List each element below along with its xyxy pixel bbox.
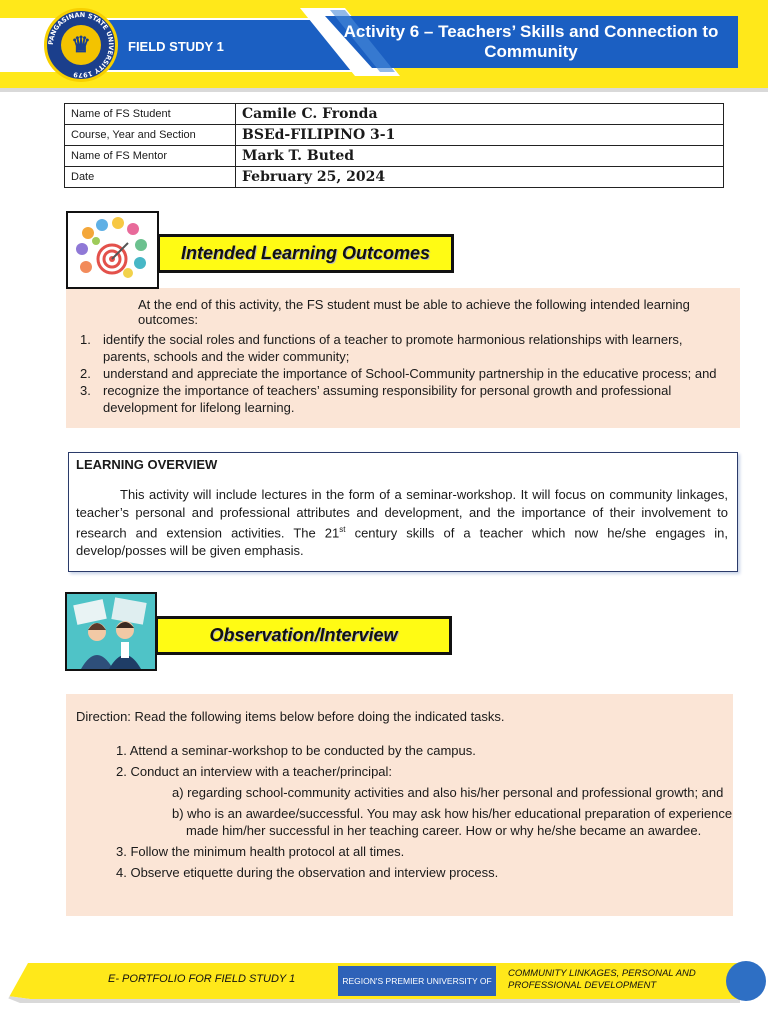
learning-overview-text — [76, 486, 728, 559]
footer-circle-decoration — [726, 961, 766, 1001]
list-number: 3. — [80, 383, 91, 398]
footer-portfolio-label: E- PORTFOLIO FOR FIELD STUDY 1 — [108, 973, 296, 985]
course-label: FIELD STUDY 1 — [128, 39, 224, 54]
table-row — [65, 125, 724, 146]
university-seal-icon: ♛ — [44, 8, 118, 82]
student-name-label: Name of FS Student — [65, 104, 236, 125]
table-row — [65, 104, 724, 125]
task-sub-b-line2: made him/her successful in her teaching career. How or why he/she became an awardee. — [186, 823, 702, 838]
overview-text-part2: century skills of a teacher which now he/she engages in, develop/posses will be given emphasis. — [76, 525, 728, 558]
interview-people-icon — [65, 592, 157, 671]
ilo-title-banner: Intended Learning Outcomes — [157, 234, 454, 273]
student-name-value: Camile C. Fronda — [236, 104, 724, 125]
ilo-lead-text: At the end of this activity, the FS student must be able to achieve the following intended learning outcomes: — [138, 297, 690, 327]
table-row — [65, 146, 724, 167]
list-item-text: recognize the importance of teachers’ assuming responsibility for personal growth and professional development for lifelong learning. — [103, 383, 672, 415]
task-sub-b-line1: b) who is an awardee/successful. You may ask how his/her educational preparation of experience — [172, 806, 733, 821]
list-number: 2. — [80, 366, 91, 381]
observation-title-banner: Observation/Interview — [155, 616, 452, 655]
list-item-text: understand and appreciate the importance of School-Community partnership in the educative process; and — [103, 366, 717, 381]
task-item-3: 3. Follow the minimum health protocol at all times. — [116, 844, 405, 859]
task-sub-a: a) regarding school-community activities and also his/her personal and professional growth; and — [172, 785, 724, 800]
overview-text-part1: This activity will include lectures in the form of a seminar-workshop. It will focus on community linkages, teacher’s personal and professional attributes and development, and the importance of their involvement to research and extension activities. The 21 — [76, 487, 728, 541]
date-label: Date — [65, 167, 236, 188]
mentor-name-value: Mark T. Buted — [236, 146, 724, 167]
student-info-table — [64, 103, 724, 188]
table-row — [65, 167, 724, 188]
svg-text:PANGASINAN STATE UNIVERSITY 19: PANGASINAN STATE UNIVERSITY 1979 — [46, 10, 116, 80]
list-item — [80, 382, 730, 416]
task-item-4: 4. Observe etiquette during the observation and interview process. — [116, 865, 499, 880]
list-number: 1. — [80, 332, 91, 347]
mentor-name-label: Name of FS Mentor — [65, 146, 236, 167]
overview-superscript: st — [339, 525, 346, 534]
footer-topic-label: COMMUNITY LINKAGES, PERSONAL AND PROFESSIONAL DEVELOPMENT — [508, 968, 696, 991]
list-item — [80, 331, 730, 365]
date-value: February 25, 2024 — [236, 167, 724, 188]
list-item — [80, 365, 730, 382]
seal-text-ring — [44, 8, 118, 82]
list-item-text: identify the social roles and functions of a teacher to promote harmonious relationships with learners, parents, schools and the wider community; — [103, 332, 683, 364]
task-item-1: 1. Attend a seminar-workshop to be conducted by the campus. — [116, 743, 476, 758]
footer-university-tagline: REGION'S PREMIER UNIVERSITY OF — [338, 966, 496, 996]
task-item-2: 2. Conduct an interview with a teacher/principal: — [116, 764, 393, 779]
ilo-list — [80, 331, 730, 416]
learning-target-icon — [66, 211, 159, 289]
direction-text: Direction: Read the following items below before doing the indicated tasks. — [76, 709, 505, 724]
activity-title: Activity 6 – Teachers’ Skills and Connection to Community — [343, 22, 719, 61]
course-section-value: BSEd-FILIPINO 3-1 — [236, 125, 724, 146]
course-section-label: Course, Year and Section — [65, 125, 236, 146]
learning-overview-title: LEARNING OVERVIEW — [76, 457, 218, 472]
